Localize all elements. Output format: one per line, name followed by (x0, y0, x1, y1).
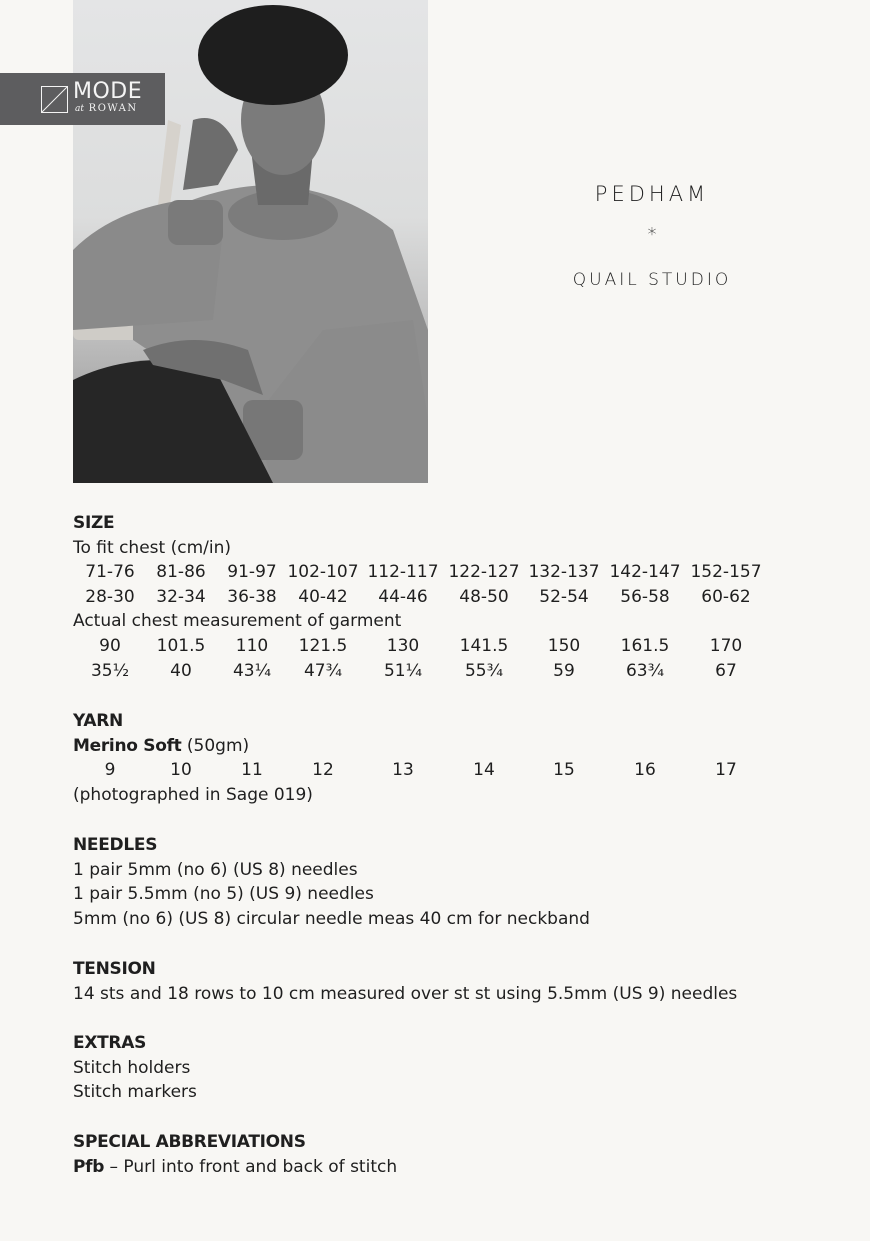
size-heading: SIZE (73, 513, 115, 533)
needles-heading: NEEDLES (73, 835, 158, 855)
size-cell: 71-76 (85, 562, 135, 583)
size-cell: 110 (235, 635, 269, 656)
needles-section (73, 833, 833, 931)
size-cell: 112-117 (367, 562, 439, 583)
needle-item: 1 pair 5mm (no 6) (US 8) needles (73, 859, 358, 880)
yarn-name: Merino Soft (73, 735, 182, 756)
size-cell: 102-107 (287, 562, 359, 583)
extras-item: Stitch holders (73, 1057, 191, 1078)
needle-item: 5mm (no 6) (US 8) circular needle meas 40 cm for neckband (73, 908, 590, 929)
size-cell: 101.5 (156, 635, 206, 656)
tension-heading: TENSION (73, 959, 156, 979)
to-fit-label: To fit chest (cm/in) (73, 537, 231, 558)
size-cell: 63¾ (625, 660, 665, 681)
size-cell: 121.5 (298, 635, 348, 656)
to-fit-in-row (73, 585, 833, 610)
abbreviations-section (73, 1130, 833, 1179)
size-cell: 56-58 (620, 586, 670, 607)
size-cell: 130 (386, 635, 420, 656)
balls-cell: 11 (241, 760, 263, 781)
balls-cell: 14 (473, 760, 495, 781)
size-cell: 40 (170, 660, 192, 681)
abbreviations-heading: SPECIAL ABBREVIATIONS (73, 1132, 306, 1152)
size-cell: 152-157 (690, 562, 762, 583)
size-cell: 170 (709, 635, 743, 656)
balls-cell: 15 (553, 760, 575, 781)
logo-rowan-text (75, 103, 138, 115)
abbreviation-term: Pfb (73, 1156, 105, 1177)
size-cell: 122-127 (448, 562, 520, 583)
size-cell: 48-50 (459, 586, 509, 607)
logo-mode-text: MODE (73, 79, 143, 104)
size-cell: 150 (547, 635, 581, 656)
extras-item: Stitch markers (73, 1082, 197, 1103)
size-cell: 59 (553, 660, 575, 681)
to-fit-cm-row (73, 560, 833, 585)
yarn-balls-row (73, 758, 833, 783)
logo-rowan-word: ROWAN (88, 103, 138, 114)
yarn-heading: YARN (73, 711, 123, 731)
balls-cell: 17 (715, 760, 737, 781)
size-cell: 90 (99, 635, 121, 656)
actual-chest-label: Actual chest measurement of garment (73, 611, 402, 632)
actual-in-row (73, 659, 833, 684)
yarn-section (73, 709, 833, 807)
size-cell: 91-97 (227, 562, 277, 583)
tension-section (73, 957, 833, 1006)
designer-name: QUAIL STUDIO (572, 270, 732, 290)
abbreviation-definition: – Purl into front and back of stitch (104, 1156, 398, 1177)
size-cell: 60-62 (701, 586, 751, 607)
size-cell: 44-46 (378, 586, 428, 607)
balls-cell: 9 (104, 760, 116, 781)
size-cell: 32-34 (156, 586, 206, 607)
logo-mark-icon (41, 86, 68, 113)
size-cell: 28-30 (85, 586, 135, 607)
size-cell: 36-38 (227, 586, 277, 607)
size-cell: 81-86 (156, 562, 206, 583)
actual-cm-row (73, 634, 833, 659)
yarn-note: (photographed in Sage 019) (73, 784, 313, 805)
size-cell: 142-147 (609, 562, 681, 583)
size-cell: 52-54 (539, 586, 589, 607)
size-cell: 40-42 (298, 586, 348, 607)
balls-cell: 12 (312, 760, 334, 781)
yarn-weight: (50gm) (181, 735, 250, 756)
size-cell: 55¾ (464, 660, 504, 681)
logo-at-text: at (75, 104, 84, 114)
size-cell: 35½ (90, 660, 130, 681)
extras-heading: EXTRAS (73, 1033, 147, 1053)
needle-item: 1 pair 5.5mm (no 5) (US 9) needles (73, 884, 374, 905)
size-cell: 132-137 (528, 562, 600, 583)
size-cell: 43¼ (232, 660, 272, 681)
balls-cell: 13 (392, 760, 414, 781)
tension-text: 14 sts and 18 rows to 10 cm measured over st st using 5.5mm (US 9) needles (73, 983, 738, 1004)
size-cell: 47¾ (303, 660, 343, 681)
size-cell: 141.5 (459, 635, 509, 656)
size-section (73, 511, 833, 683)
pattern-title: PEDHAM (594, 182, 710, 206)
extras-section (73, 1031, 833, 1105)
balls-cell: 10 (170, 760, 192, 781)
title-separator: * (647, 224, 657, 245)
abbreviation-item (73, 1155, 833, 1180)
size-cell: 51¼ (383, 660, 423, 681)
size-cell: 161.5 (620, 635, 670, 656)
yarn-name-line (73, 734, 833, 759)
balls-cell: 16 (634, 760, 656, 781)
size-cell: 67 (715, 660, 737, 681)
